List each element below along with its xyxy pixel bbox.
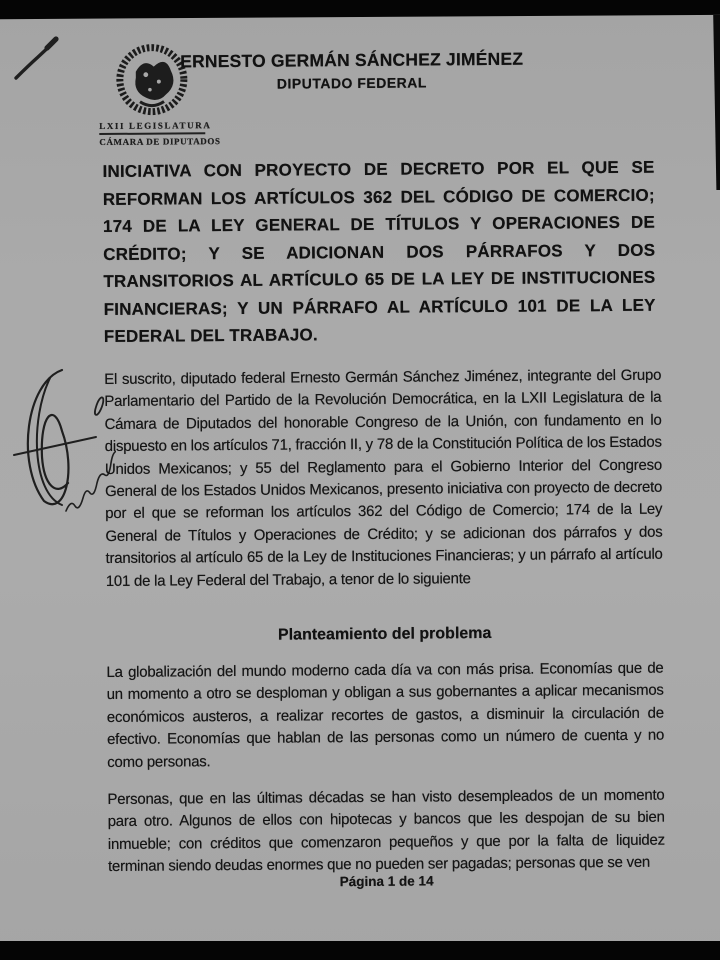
body-paragraph: Personas, que en las últimas décadas se han visto desempleados de un momento para otro. Algunos de ellos con hipotecas y bancos que les despojan de su bien inmueble; con créditos que comenzaron pequeños y que por la falta de liquidez terminan siendo deudas enormes que no pueden ser pagadas; personas que se ven bbox=[107, 786, 665, 876]
title-line: TRANSITORIOS AL ARTÍCULO 65 DE LA LEY DE INSTITUCIONES bbox=[103, 267, 656, 292]
page-number: Página 1 de 14 bbox=[339, 873, 434, 890]
intro-paragraph: El suscrito, diputado federal Ernesto Germán Sánchez Jiménez, integrante del Grupo Parlamentario del Partido de la Revolución Democrática, en la LXII Legislatura de la Cámara de Diputados del honorable Congreso de la Unión, con fundamento en lo dispuesto en los artículos 71, fracción II, y 78 de la Constitución Política de los Estados Unidos Mexicanos; y 55 del Reglamento para el Gobierno Interior del Congreso General de los Estados Unidos Mexicanos, presento iniciativa con proyecto de decreto por el que se reforman los artículos 362 del Código de Comercio; 174 de la Ley General de Títulos y Operaciones de Crédito; y se adicionan dos párrafos y dos transitorios al artículo 65 de la Ley de Instituciones Financieras; y un párrafo al artículo 101 de la Ley Federal del Trabajo, a tenor de lo siguiente bbox=[104, 366, 663, 590]
legislature-label: LXII LEGISLATURA bbox=[99, 120, 205, 135]
chamber-label: CÁMARA DE DIPUTADOS bbox=[99, 136, 221, 148]
title-line: INICIATIVA CON PROYECTO DE DECRETO POR EL QUE SE bbox=[102, 157, 655, 182]
title-line: FINANCIERAS; Y UN PÁRRAFO AL ARTÍCULO 101 DE LA LEY bbox=[103, 295, 656, 319]
body-paragraph: La globalización del mundo moderno cada día va con más prisa. Economías que de un momento a otro se desploman y obligan a sus gobernantes a aplicar mecanismos económicos austeros, a realizar recortes de gastos, a disminuir la circulación de efectivo. Economías que hablan de las personas como un número de cuenta y no como personas. bbox=[106, 659, 665, 771]
section-heading: Planteamiento del problema bbox=[277, 624, 492, 644]
title-line: FEDERAL DEL TRABAJO. bbox=[103, 325, 318, 347]
letterhead bbox=[0, 47, 707, 94]
title-line: CRÉDITO; Y SE ADICIONAN DOS PÁRRAFOS Y DOS bbox=[103, 240, 656, 264]
deputy-name: ERNESTO GERMÁN SÁNCHEZ JIMÉNEZ bbox=[180, 48, 524, 72]
title-line: REFORMAN LOS ARTÍCULOS 362 DEL CÓDIGO DE COMERCIO; bbox=[102, 185, 655, 209]
document-title bbox=[102, 154, 655, 351]
deputy-role: DIPUTADO FEDERAL bbox=[276, 74, 427, 92]
title-line: 174 DE LA LEY GENERAL DE TÍTULOS Y OPERACIONES DE bbox=[102, 212, 656, 237]
